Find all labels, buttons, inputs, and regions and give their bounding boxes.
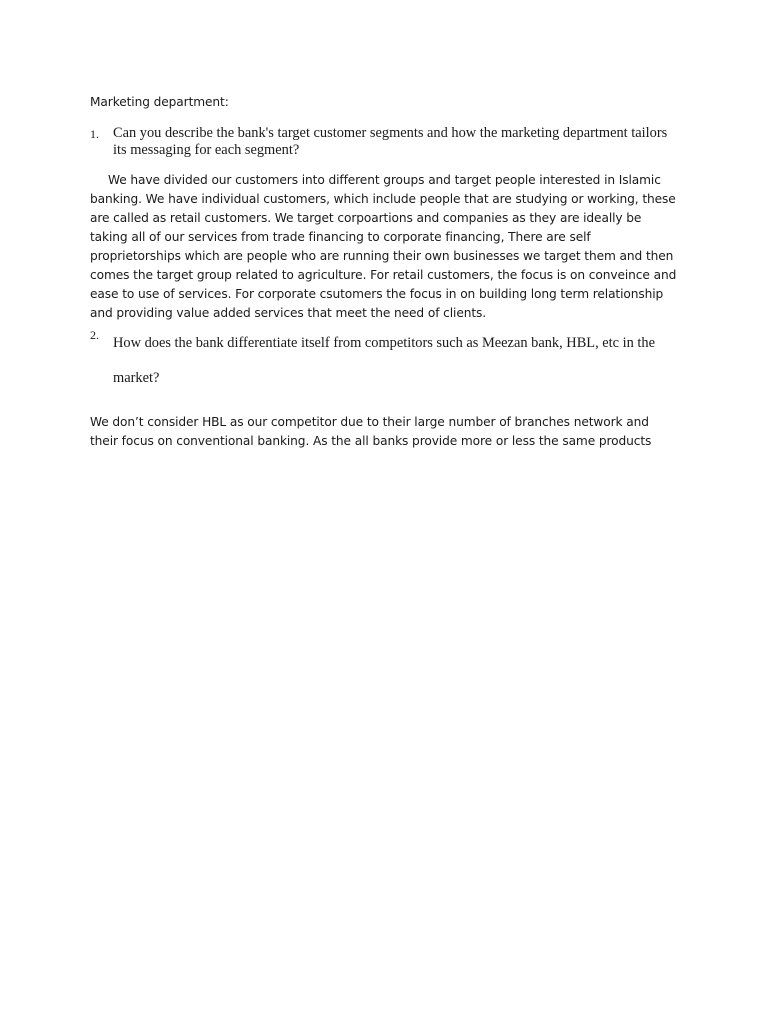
question-number: 1.: [90, 127, 99, 141]
question-item: [90, 125, 680, 159]
question-number: 2.: [90, 328, 99, 342]
answer-paragraph: We have divided our customers into different groups and target people interested in Islamic banking. We have individual customers, which include people that are studying or working, these are called as retail customers. We target corpoartions and companies as they are ideally be taking all of our services from trade financing to corporate financing, There are self proprietorships which are people who are running their own businesses we target them and then comes the target group related to agriculture. For retail customers, the focus is on conveince and ease to use of services. For corporate csutomers the focus in on building long term relationship and providing value added services that meet the need of clients.: [90, 173, 677, 320]
question-text: How does the bank differentiate itself from competitors such as Meezan bank, HBL, etc in the market?: [113, 335, 656, 386]
question-item: [90, 326, 680, 396]
answer-paragraph: We don’t consider HBL as our competitor due to their large number of branches network and their focus on conventional banking. As the all banks provide more or less the same products: [90, 415, 652, 448]
section-heading: Marketing department:: [90, 95, 229, 109]
question-text: Can you describe the bank's target customer segments and how the marketing department tailors its messaging for each segment?: [113, 125, 668, 158]
document-body: [90, 93, 680, 451]
